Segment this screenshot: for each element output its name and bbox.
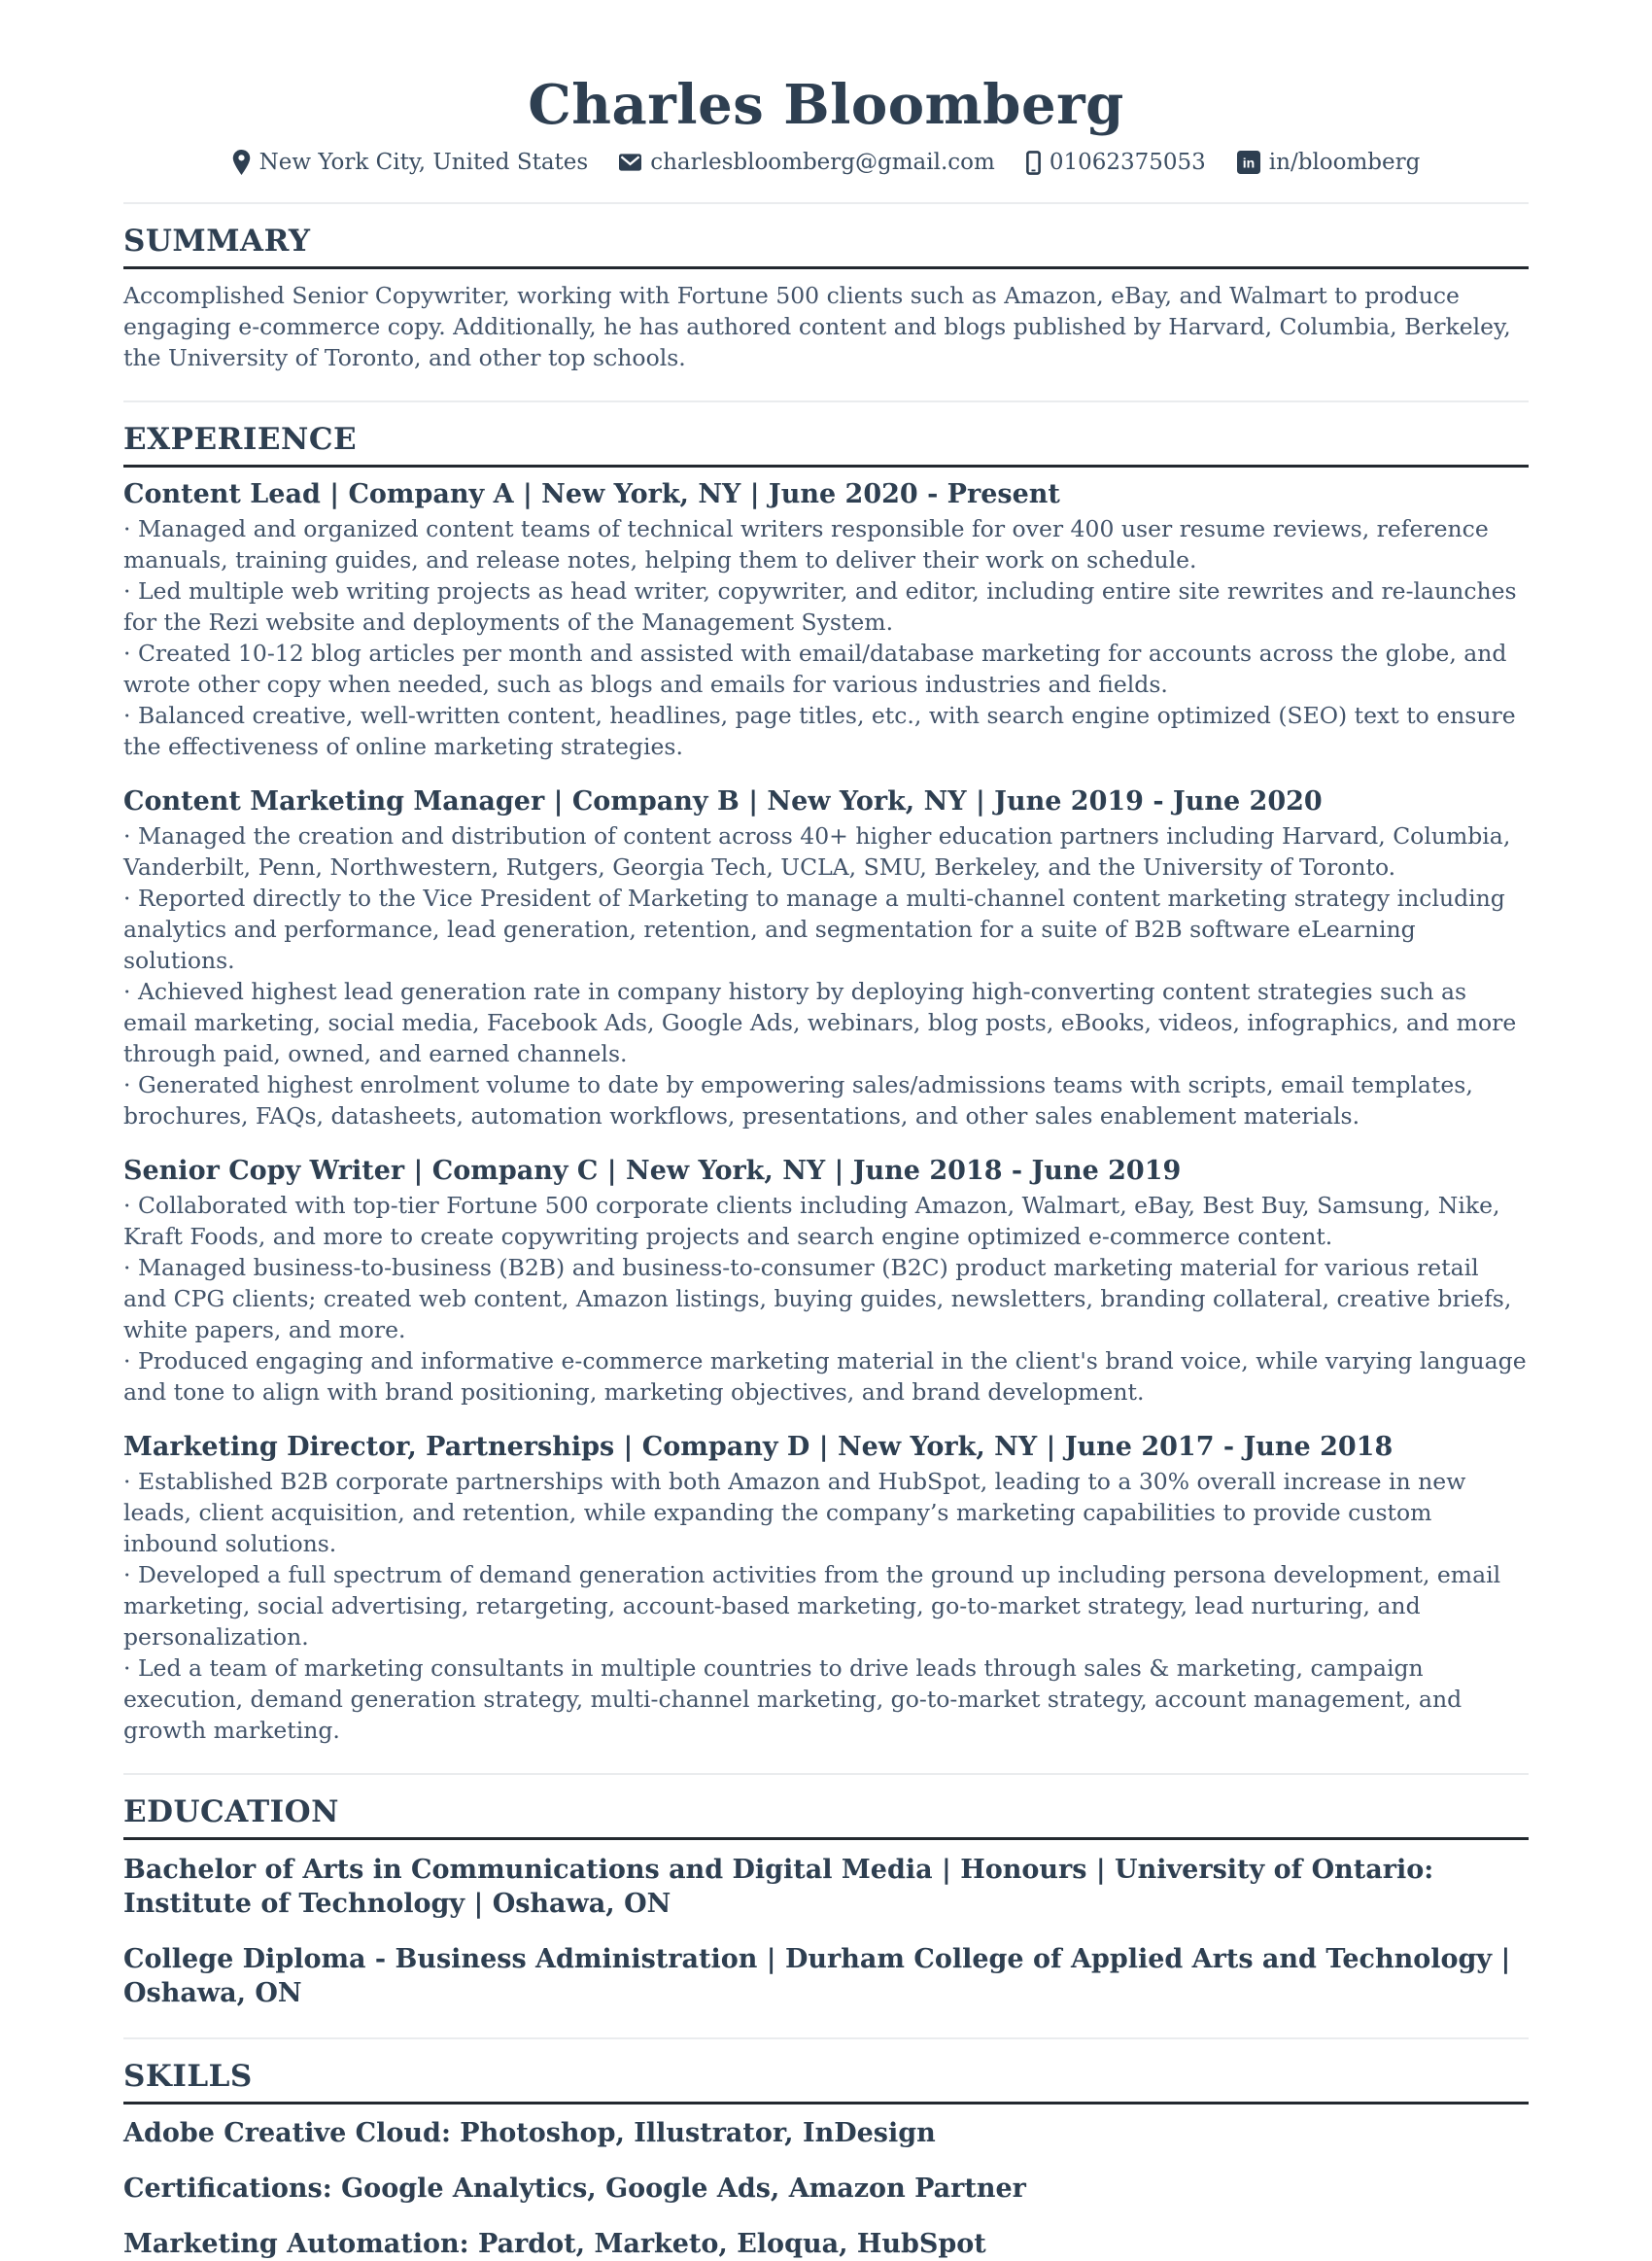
skill-item: Certifications: Google Analytics, Google Ads, Amazon Partner [123, 2174, 1026, 2204]
contact-row [123, 150, 1529, 175]
education-item: College Diploma - Business Administration | Durham College of Applied Arts and Technology | Oshawa, ON [123, 1944, 1511, 2008]
job-title: Marketing Director, Partnerships | Company D | New York, NY | June 2017 - June 2018 [123, 1432, 1394, 1462]
svg-text:in: in [1242, 155, 1256, 171]
location-pin-icon [232, 150, 251, 175]
bullet-item: · Led multiple web writing projects as head writer, copywriter, and editor, including entire site rewrites and re-launches for the Rezi website and deployments of the Management System. [123, 577, 1517, 636]
summary-text: Accomplished Senior Copywriter, working with Fortune 500 clients such as Amazon, eBay, and Walmart to produce engaging e-commerce copy. Additionally, he has authored content and blogs published by Harvard, Columbia, Berkeley, the University of Toronto, and other top schools. [123, 282, 1511, 371]
candidate-name: Charles Bloomberg [528, 73, 1124, 137]
bullet-item: · Managed business-to-business (B2B) and business-to-consumer (B2C) product marketing material for various retail and CPG clients; created web content, Amazon listings, buying guides, newsletters, branding collateral, creative briefs, white papers, and more. [123, 1254, 1512, 1343]
skills-body [123, 2117, 1529, 2261]
contact-phone-text: 01062375053 [1049, 150, 1206, 175]
section-title-skills: SKILLS [123, 2057, 1529, 2104]
job-title: Senior Copy Writer | Company C | New York, NY | June 2018 - June 2019 [123, 1156, 1182, 1186]
skill-item: Marketing Automation: Pardot, Marketo, Eloqua, HubSpot [123, 2229, 986, 2259]
education-item: Bachelor of Arts in Communications and Digital Media | Honours | University of Ontario: Institute of Technology | Oshawa, ON [123, 1855, 1434, 1919]
bullet-item: · Established B2B corporate partnerships with both Amazon and HubSpot, leading to a 30% overall increase in new leads, client acquisition, and retention, while expanding the company’s marketing capabilities to provide custom inbound solutions. [123, 1468, 1466, 1557]
contact-location-text: New York City, United States [258, 150, 589, 175]
bullet-item: · Led a team of marketing consultants in multiple countries to drive leads through sales & marketing, campaign execution, demand generation strategy, multi-channel marketing, go-to-market strategy, account management, and growth marketing. [123, 1654, 1463, 1744]
bullet-item: · Produced engaging and informative e-commerce marketing material in the client's brand voice, while varying language and tone to align with brand positioning, marketing objectives, and brand development. [123, 1347, 1527, 1406]
section-title-experience: EXPERIENCE [123, 420, 1529, 468]
job-entry [123, 1431, 1529, 1746]
skills-section [123, 2037, 1529, 2261]
bullet-item: · Achieved highest lead generation rate in company history by deploying high-converting content strategies such as email marketing, social media, Facebook Ads, Google Ads, webinars, blog posts, eBooks, videos, infographics, and more through paid, owned, and earned channels. [123, 978, 1517, 1067]
section-title-education: EDUCATION [123, 1792, 1529, 1840]
contact-email-text: charlesbloomberg@gmail.com [650, 150, 995, 175]
phone-icon [1026, 151, 1041, 175]
contact-linkedin-text: in/bloomberg [1268, 150, 1421, 175]
bullet-item: · Balanced creative, well-written content, headlines, page titles, etc., with search engine optimized (SEO) text to ensure the effectiveness of online marketing strategies. [123, 702, 1516, 760]
experience-body [123, 478, 1529, 1746]
bullet-item: · Managed and organized content teams of technical writers responsible for over 400 user resume reviews, reference manuals, training guides, and release notes, helping them to deliver their work on schedule. [123, 515, 1489, 574]
section-divider [123, 400, 1529, 402]
job-title: Content Lead | Company A | New York, NY | June 2020 - Present [123, 479, 1060, 509]
section-title-summary: SUMMARY [123, 222, 1529, 269]
contact-email [619, 150, 995, 175]
education-body [123, 1853, 1529, 2010]
bullet-item: · Created 10-12 blog articles per month and assisted with email/database marketing for accounts across the globe, and wrote other copy when needed, such as blogs and emails for various industries and fields. [123, 640, 1507, 698]
contact-phone [1026, 150, 1206, 175]
linkedin-icon [1237, 151, 1260, 174]
job-entry [123, 1155, 1529, 1408]
job-title: Content Marketing Manager | Company B | New York, NY | June 2019 - June 2020 [123, 786, 1323, 817]
section-divider [123, 2037, 1529, 2039]
contact-linkedin [1237, 150, 1421, 175]
section-divider [123, 1773, 1529, 1775]
education-section [123, 1773, 1529, 2010]
bullet-item: · Collaborated with top-tier Fortune 500 corporate clients including Amazon, Walmart, eBay, Best Buy, Samsung, Nike, Kraft Foods, and more to create copywriting projects and search engine optimized e-commerce content. [123, 1192, 1500, 1250]
resume-header [123, 74, 1529, 175]
summary-body [123, 280, 1529, 373]
skill-item: Adobe Creative Cloud: Photoshop, Illustrator, InDesign [123, 2118, 936, 2148]
job-entry [123, 785, 1529, 1131]
bullet-item: · Developed a full spectrum of demand generation activities from the ground up including persona development, email marketing, social advertising, retargeting, account-based marketing, go-to-market strategy, lead nurturing, and personalization. [123, 1561, 1501, 1651]
summary-section [123, 202, 1529, 373]
contact-location [232, 150, 589, 175]
bullet-item: · Generated highest enrolment volume to date by empowering sales/admissions teams with scripts, email templates, brochures, FAQs, datasheets, automation workflows, presentations, and other sales enablement materials. [123, 1071, 1473, 1130]
envelope-icon [619, 154, 641, 171]
section-divider [123, 202, 1529, 204]
experience-section [123, 400, 1529, 1746]
bullet-item: · Managed the creation and distribution of content across 40+ higher education partners including Harvard, Columbia, Vanderbilt, Penn, Northwestern, Rutgers, Georgia Tech, UCLA, SMU, Berkeley, and the University of Toronto. [123, 822, 1511, 881]
bullet-item: · Reported directly to the Vice President of Marketing to manage a multi-channel content marketing strategy including analytics and performance, lead generation, retention, and segmentation for a suite of B2B software eLearning solutions. [123, 885, 1505, 974]
job-entry [123, 478, 1529, 762]
